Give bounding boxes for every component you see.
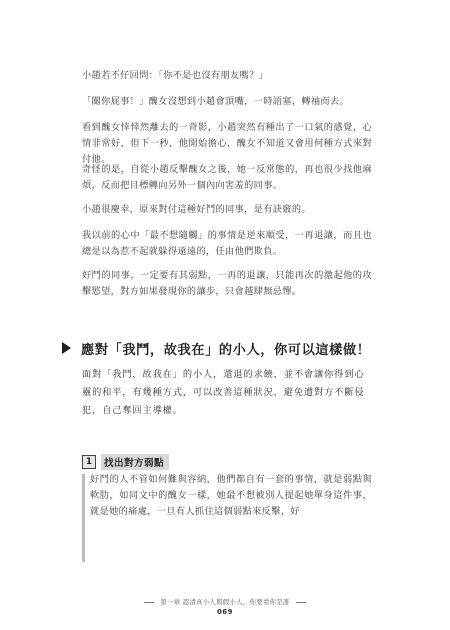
paragraph-6: 我以前的心中「最不想隨觸」的事情是逆來順受，一再退讓，而且也總是以為惹不起就躲得遠遠的，任由他們欺負。 (82, 230, 372, 257)
subsection-number: 1 (82, 455, 96, 469)
footer-rule-right (296, 602, 306, 603)
footer-rule-left (144, 602, 154, 603)
paragraph-2: 「關你屁事！」醜女沒想到小趙會頂嘴，一時語塞，轉袖而去。 (82, 96, 350, 107)
subsection-heading (82, 455, 169, 469)
paragraph-1: 小趙若不仔回問：「你不是也沒有朋友嗎？」 (82, 70, 269, 81)
paragraph-5: 小趙很慶幸，原來對付這種好鬥的同事，是有訣竅的。 (82, 204, 311, 215)
triangle-bullet-icon (62, 342, 71, 354)
section-heading-text: 應對「我鬥，故我在」的小人，你可以這樣做！ (81, 342, 371, 358)
paragraph-4: 奇怪的是，自從小趙反擊醜女之後，她一反常態的，再也很少找他麻煩，反而把目標轉向另外一個內向害羞的同事。 (82, 164, 372, 191)
paragraph-7: 好鬥的同事，一定要有其弱點，一再的退讓，只能再次的激起他的攻擊慾望，對方如果發現你的讓步，只會越肆無忌憚。 (82, 270, 372, 297)
subsection-title: 找出對方弱點 (101, 454, 169, 470)
quote-bar (82, 474, 85, 562)
section-heading (62, 339, 392, 357)
paragraph-3: 看到醜女悻悻然離去的一背影，小趙突然有種出了一口氣的感覺，心情非常好，但下一秒，他開始擔心，醜女不知道又會用何種方式來對付他。 (82, 122, 372, 165)
subsection-text: 好鬥的人不管如何難與容納，他們都自有一套的事情，就是弱點與軟肋，如同文中的醜女一樣，她最不想被別人提起她單身這件事，就是她的痛處，一旦有人抓住這個弱點來反擊，好 (90, 474, 372, 517)
running-footer (0, 597, 450, 606)
section-intro: 面對「我鬥，故我在」的小人，還退的求饒，並不會讓你得到心靈的和平，有幾種方式，可以改善這種狀況，避免遭對方不斷侵犯，自己奪回主導權。 (82, 369, 365, 416)
page-number: 069 (216, 608, 234, 616)
running-title: 第一章 認清真小人與假小人，你要看你是誰 (160, 598, 290, 606)
